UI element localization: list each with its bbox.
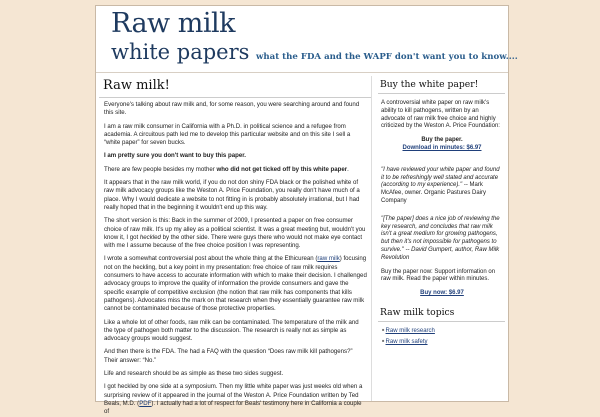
pdf-link[interactable]: PDF xyxy=(139,399,152,407)
paragraph-short-version xyxy=(104,217,367,250)
testimonial-1-quote: "I have reviewed your white paper and found it to be refreshingly well stated and accurate (according to my experience)." xyxy=(381,166,500,189)
buy-now-text: Buy the paper now: Support information on raw milk. Read the paper within minutes. xyxy=(381,268,496,283)
mother-text-bold: who did not get ticked off by this white paper xyxy=(216,165,348,173)
main-content xyxy=(99,76,372,416)
paragraph-simple: Life and research should be as simple as these two sides suggest. xyxy=(104,370,284,378)
ethicurean-a: I wrote a somewhat controversial post about the whole thing at the Ethicurean ( xyxy=(104,255,318,263)
download-link[interactable]: Download in minutes: $6.97 xyxy=(402,144,482,151)
buy-section xyxy=(378,94,505,298)
article-body xyxy=(99,98,371,417)
testimonial-2-quote: "[The paper] does a nice job of reviewing the key research, and concludes that raw milk isn't a great medium for growing pathogens, but then it's not impossible for pathogens to survive." xyxy=(381,215,500,253)
site-header xyxy=(96,6,518,73)
sidebar xyxy=(378,76,505,401)
topic-item xyxy=(382,325,505,336)
topic-item xyxy=(382,336,505,347)
ethicurean-b: ) focusing not on the heckling, but a key point in my presentation: free choice of raw milk requires consumers to have access to accurate information with which to make their decision. I challenged advocacy groups to improve the quality of information the provide consumers and gave the specific example of competitive exclusion (the notion that raw milk has components that kills pathogens). Advocates miss the mark on that research when they essentially guarantee raw milk cannot be contaminated because of those protective properties. xyxy=(104,255,367,313)
testimonial-1-attribution: -- Mark McAfee, owner. Organic Pastures Dairy Company xyxy=(381,182,487,204)
warning-text: I am pretty sure you don't want to buy this paper. xyxy=(104,152,246,160)
paragraph-ethicurean xyxy=(104,255,367,313)
heckled-b: ). I actually had a lot of respect for Beals' testimony here in California a couple of xyxy=(104,399,362,416)
paragraph-about-author: I am a raw milk consumer in California with a Ph.D. in political science and a refugee from academia. A circuitous path led me to develop this particular website and on this site I sell a “white paper” for seven bucks. xyxy=(104,122,351,147)
topic-raw-milk-safety[interactable]: Raw milk safety xyxy=(385,338,428,345)
heckled-a: I got heckled by one side at a symposium. Then my little white paper was just weeks old when a surprising review of it appeared in the journal of the Weston A. Price Foundation written by Ted Beals, M.D. ( xyxy=(104,383,363,407)
paragraph-raw-milk-world: It appears that in the raw milk world, if you do not don shiny FDA black or the polished white of raw milk advocacy groups like the Weston A. Price Foundation, you really don't have much of a place. Why I would dedicate a website to not fitting in is probably absolutely irrational, but I had really hoped that in the beginning it wouldn't end up this way. xyxy=(104,179,360,211)
buy-paper-label: Buy the paper. xyxy=(421,137,463,144)
paragraph-intro: Everyone's talking about raw milk and, for some reason, you were searching around and found this site. xyxy=(104,101,360,117)
testimonial-2 xyxy=(381,216,503,263)
short-version-a: The short version is this: Back in the summer of 2009, I presented a paper on free consumer choice of raw milk. It's up my alley as a political scientist. It was a great meeting but, wouldn't you know it, I got xyxy=(104,217,366,241)
site-tagline: what the FDA and the WAPF don't want you to know.... xyxy=(256,52,518,62)
short-version-heckled: heckled xyxy=(139,233,161,241)
page-title: Raw milk! xyxy=(99,76,371,98)
raw-milk-link[interactable]: raw milk xyxy=(317,255,340,263)
short-version-c: by the other side. There were guys there who would not make eye contact with me I assume because of the free choice position I was representing. xyxy=(104,233,363,250)
testimonial-1 xyxy=(381,167,503,206)
buy-heading: Buy the white paper! xyxy=(378,76,505,94)
testimonial-2-attribution: -- David Gumpert, author, Raw Milk Revolution xyxy=(381,246,500,261)
paragraph-heckled xyxy=(104,383,367,416)
topics-list xyxy=(378,325,505,347)
site-logo-line2[interactable]: white papers xyxy=(111,40,250,64)
paragraph-contamination: Like a whole lot of other foods, raw milk can be contaminated. The temperature of the milk and the type of pathogen both matter to the discussion. The research is really not as simple as advocacy groups would suggest. xyxy=(104,318,359,343)
paragraph-warning xyxy=(104,152,367,160)
paper-intro: A controversial white paper on raw milk's ability to kill pathogens, written by an advocate of raw milk free choice and highly criticized by the Weston A. Price Foundation: xyxy=(381,100,500,130)
page-container xyxy=(95,5,518,416)
buy-box xyxy=(381,137,503,153)
buy-now-link[interactable]: Buy now: $6.97 xyxy=(420,290,464,297)
paragraph-fda: And then there is the FDA. The had a FAQ with the question “Does raw milk kill pathogens?” Their answer: “No.” xyxy=(104,348,353,364)
buy-now-box xyxy=(381,290,503,298)
mother-text-a: There are few people besides my mother xyxy=(104,165,217,173)
topic-raw-milk-research[interactable]: Raw milk research xyxy=(385,327,435,334)
paragraph-mother xyxy=(104,166,367,174)
mother-text-c: . xyxy=(347,165,349,173)
site-logo-line1[interactable]: Raw milk xyxy=(111,8,235,39)
topics-heading: Raw milk topics xyxy=(378,304,505,322)
